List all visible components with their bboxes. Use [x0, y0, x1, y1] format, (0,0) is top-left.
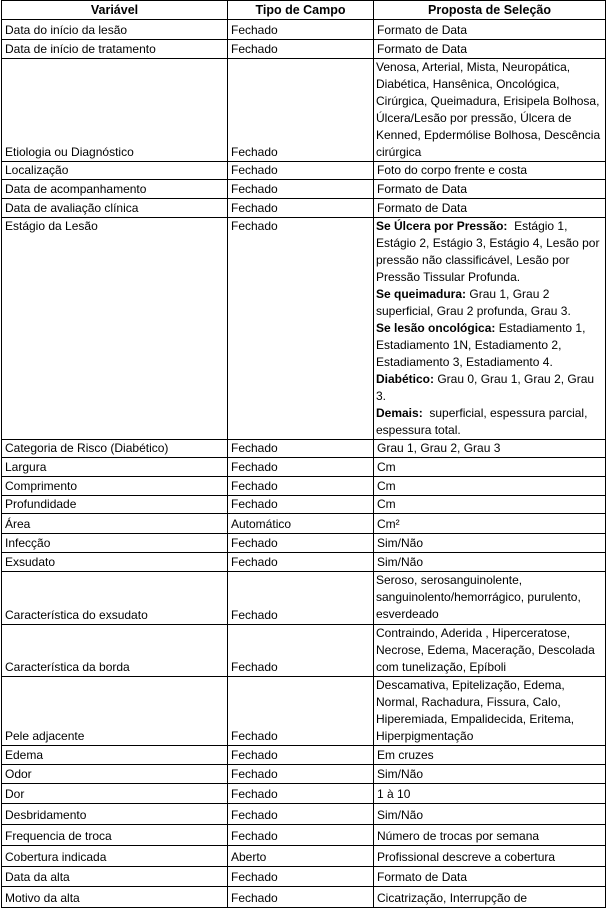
cell-tipo: Fechado	[228, 218, 374, 440]
table-row	[2, 40, 606, 59]
cell-variavel: Categoria de Risco (Diabético)	[2, 440, 228, 458]
cell-variavel: Área	[2, 514, 228, 534]
stage-option	[376, 320, 603, 371]
cell-proposta: Em cruzes	[374, 746, 606, 765]
cell-tipo: Aberto	[228, 846, 374, 867]
stage-values: Grau 1, Grau 2 superficial, Grau 2 profunda, Grau 3.	[376, 287, 571, 318]
cell-variavel: Largura	[2, 458, 228, 477]
table-row	[2, 199, 606, 218]
cell-variavel: Data do início da lesão	[2, 20, 228, 40]
variables-table	[1, 0, 606, 908]
cell-proposta: Contraindo, Aderida , Hiperceratose, Necrose, Edema, Maceração, Descolada com tunelização, Epíboli	[374, 625, 606, 677]
cell-proposta: Cm²	[374, 514, 606, 534]
table-row	[2, 765, 606, 784]
stage-condition: Diabético:	[376, 372, 435, 386]
cell-variavel: Motivo da alta	[2, 887, 228, 908]
cell-proposta: Formato de Data	[374, 40, 606, 59]
cell-variavel: Profundidade	[2, 496, 228, 514]
cell-tipo: Fechado	[228, 180, 374, 199]
table-row	[2, 496, 606, 514]
header-variavel: Variável	[2, 1, 228, 20]
cell-variavel: Dor	[2, 784, 228, 804]
cell-proposta: Sim/Não	[374, 804, 606, 825]
cell-tipo: Fechado	[228, 867, 374, 887]
stage-option	[376, 371, 603, 405]
cell-tipo: Fechado	[228, 825, 374, 846]
cell-proposta: Formato de Data	[374, 199, 606, 218]
cell-tipo: Fechado	[228, 677, 374, 746]
cell-proposta: Profissional descreve a cobertura	[374, 846, 606, 867]
cell-tipo: Fechado	[228, 534, 374, 553]
cell-tipo: Fechado	[228, 496, 374, 514]
cell-proposta: Foto do corpo frente e costa	[374, 162, 606, 180]
cell-variavel: Desbridamento	[2, 804, 228, 825]
header-proposta: Proposta de Seleção	[374, 1, 606, 20]
cell-proposta: Cm	[374, 496, 606, 514]
stage-condition: Se Úlcera por Pressão:	[376, 219, 508, 233]
cell-tipo: Fechado	[228, 162, 374, 180]
stage-condition: Se queimadura:	[376, 287, 467, 301]
cell-proposta: Sim/Não	[374, 765, 606, 784]
table-row	[2, 746, 606, 765]
stage-option	[376, 405, 603, 439]
table-row	[2, 572, 606, 625]
cell-variavel: Etiologia ou Diagnóstico	[2, 59, 228, 162]
cell-proposta: Formato de Data	[374, 20, 606, 40]
stage-condition: Se lesão oncológica:	[376, 321, 496, 335]
header-row	[2, 1, 606, 20]
table-row	[2, 218, 606, 440]
table-row	[2, 553, 606, 572]
cell-variavel: Frequencia de troca	[2, 825, 228, 846]
table-row	[2, 440, 606, 458]
cell-variavel: Data de início de tratamento	[2, 40, 228, 59]
cell-variavel: Localização	[2, 162, 228, 180]
table-row	[2, 458, 606, 477]
cell-tipo: Fechado	[228, 553, 374, 572]
table-row	[2, 784, 606, 804]
stage-values: Estadiamento 1, Estadiamento 1N, Estadiamento 2, Estadiamento 3, Estadiamento 4.	[376, 321, 589, 369]
cell-variavel: Cobertura indicada	[2, 846, 228, 867]
cell-tipo: Fechado	[228, 458, 374, 477]
table-row	[2, 804, 606, 825]
cell-proposta: Cm	[374, 477, 606, 496]
cell-tipo: Automático	[228, 514, 374, 534]
header-tipo-de-campo: Tipo de Campo	[228, 1, 374, 20]
cell-proposta: Cicatrização, Interrupção de	[374, 887, 606, 908]
cell-variavel: Característica da borda	[2, 625, 228, 677]
table-row	[2, 846, 606, 867]
cell-variavel: Exsudato	[2, 553, 228, 572]
stage-values: Estágio 1, Estágio 2, Estágio 3, Estágio 4, Lesão por pressão não classificável, Lesão por Pressão Tissular Profunda.	[376, 219, 603, 284]
cell-proposta	[374, 218, 606, 440]
cell-variavel: Característica do exsudato	[2, 572, 228, 625]
stage-values: superficial, espessura parcial, espessura total.	[376, 406, 591, 437]
cell-tipo: Fechado	[228, 625, 374, 677]
table-row	[2, 625, 606, 677]
table-row	[2, 477, 606, 496]
cell-proposta: Número de trocas por semana	[374, 825, 606, 846]
cell-tipo: Fechado	[228, 20, 374, 40]
cell-tipo: Fechado	[228, 746, 374, 765]
cell-variavel: Edema	[2, 746, 228, 765]
stage-values: Grau 0, Grau 1, Grau 2, Grau 3.	[376, 372, 598, 403]
cell-tipo: Fechado	[228, 572, 374, 625]
table-row	[2, 534, 606, 553]
cell-tipo: Fechado	[228, 804, 374, 825]
table-row	[2, 180, 606, 199]
table-row	[2, 59, 606, 162]
cell-proposta: Grau 1, Grau 2, Grau 3	[374, 440, 606, 458]
table-body	[2, 20, 606, 908]
table-row	[2, 867, 606, 887]
table-row	[2, 514, 606, 534]
cell-variavel: Infecção	[2, 534, 228, 553]
table-row	[2, 162, 606, 180]
cell-variavel: Pele adjacente	[2, 677, 228, 746]
stage-option	[376, 218, 603, 286]
cell-variavel: Odor	[2, 765, 228, 784]
cell-proposta: Formato de Data	[374, 867, 606, 887]
stage-option	[376, 286, 603, 320]
table-row	[2, 825, 606, 846]
cell-proposta: 1 à 10	[374, 784, 606, 804]
cell-tipo: Fechado	[228, 59, 374, 162]
table-row	[2, 887, 606, 908]
cell-tipo: Fechado	[228, 765, 374, 784]
cell-proposta: Sim/Não	[374, 553, 606, 572]
cell-variavel: Data de avaliação clínica	[2, 199, 228, 218]
cell-variavel: Comprimento	[2, 477, 228, 496]
cell-proposta: Seroso, serosanguinolente, sanguinolento/hemorrágico, purulento, esverdeado	[374, 572, 606, 625]
cell-variavel: Estágio da Lesão	[2, 218, 228, 440]
stage-condition: Demais:	[376, 406, 423, 420]
cell-variavel: Data da alta	[2, 867, 228, 887]
cell-tipo: Fechado	[228, 477, 374, 496]
cell-tipo: Fechado	[228, 440, 374, 458]
cell-tipo: Fechado	[228, 784, 374, 804]
cell-proposta: Cm	[374, 458, 606, 477]
cell-tipo: Fechado	[228, 887, 374, 908]
cell-variavel: Data de acompanhamento	[2, 180, 228, 199]
table-row	[2, 20, 606, 40]
cell-proposta: Descamativa, Epitelização, Edema, Normal, Rachadura, Fissura, Calo, Hiperemiada, Empalidecida, Eritema, Hiperpigmentação	[374, 677, 606, 746]
cell-proposta: Sim/Não	[374, 534, 606, 553]
table-row	[2, 677, 606, 746]
cell-tipo: Fechado	[228, 40, 374, 59]
cell-proposta: Formato de Data	[374, 180, 606, 199]
cell-tipo: Fechado	[228, 199, 374, 218]
cell-proposta: Venosa, Arterial, Mista, Neuropática, Diabética, Hansênica, Oncológica, Cirúrgica, Queimadura, Erisipela Bolhosa, Úlcera/Lesão por pressão, Úlcera de Kenned, Epdermólise Bolhosa, Descência cirúrgica	[374, 59, 606, 162]
